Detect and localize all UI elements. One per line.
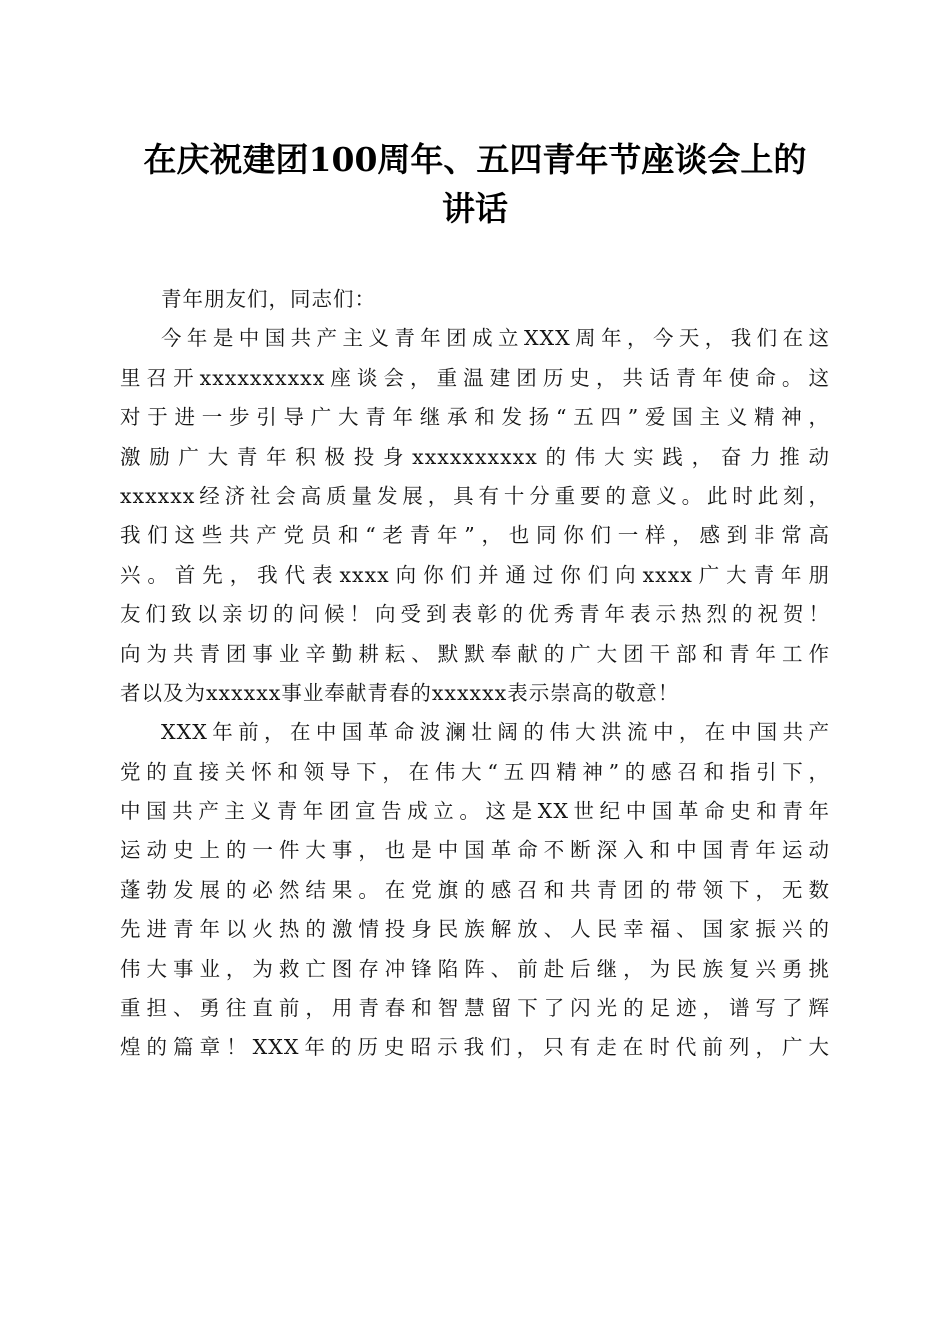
title-line: 在庆祝建团100周年、五四青年节座谈会上的	[143, 140, 807, 179]
paragraph-line: 里召开xxxxxxxxxx座谈会，重温建团历史，共话青年使命。这	[120, 365, 830, 390]
paragraph-line: 我们这些共产党员和“老青年”，也同你们一样，感到非常高	[120, 523, 830, 548]
salutation-paragraph	[120, 280, 830, 319]
paragraph-line: 中国共产主义青年团宣告成立。这是XX世纪中国革命史和青年	[120, 799, 830, 824]
paragraph-line: 重担、勇往直前，用青春和智慧留下了闪光的足迹，谱写了辉	[120, 996, 830, 1021]
paragraph-line: 向为共青团事业辛勤耕耘、默默奉献的广大团干部和青年工作	[120, 641, 830, 666]
paragraph-line: 煌的篇章！XXX年的历史昭示我们，只有走在时代前列，广大	[120, 1035, 830, 1060]
title-line: 讲话	[442, 189, 508, 228]
paragraph-line: 党的直接关怀和领导下，在伟大“五四精神”的感召和指引下，	[120, 759, 830, 784]
paragraph-line: xxxxxx经济社会高质量发展，具有十分重要的意义。此时此刻，	[120, 483, 830, 508]
paragraph-line: 蓬勃发展的必然结果。在党旗的感召和共青团的带领下，无数	[120, 877, 830, 902]
paragraph-line: 青年朋友们，同志们：	[161, 287, 376, 311]
paragraph-line: XXX年前，在中国革命波澜壮阔的伟大洪流中，在中国共产	[161, 720, 830, 745]
paragraph-line: 先进青年以火热的激情投身民族解放、人民幸福、国家振兴的	[120, 917, 830, 942]
paragraph-line: 运动史上的一件大事，也是中国革命不断深入和中国青年运动	[120, 838, 830, 863]
body-paragraph	[120, 319, 830, 713]
paragraph-line: 激励广大青年积极投身xxxxxxxxxx的伟大实践，奋力推动	[120, 444, 830, 469]
paragraph-line: 对于进一步引导广大青年继承和发扬“五四”爱国主义精神，	[120, 405, 830, 430]
page-title	[100, 135, 850, 233]
document-body	[120, 280, 830, 1068]
paragraph-line: 今年是中国共产主义青年团成立XXX周年，今天，我们在这	[161, 326, 830, 351]
paragraph-line: 伟大事业，为救亡图存冲锋陷阵、前赴后继，为民族复兴勇挑	[120, 956, 830, 981]
body-paragraph	[120, 713, 830, 1068]
paragraph-line: 友们致以亲切的问候！向受到表彰的优秀青年表示热烈的祝贺！	[120, 602, 830, 627]
paragraph-line: 者以及为xxxxxx事业奉献青春的xxxxxx表示崇高的敬意！	[120, 680, 680, 705]
paragraph-line: 兴。首先，我代表xxxx向你们并通过你们向xxxx广大青年朋	[120, 562, 830, 587]
